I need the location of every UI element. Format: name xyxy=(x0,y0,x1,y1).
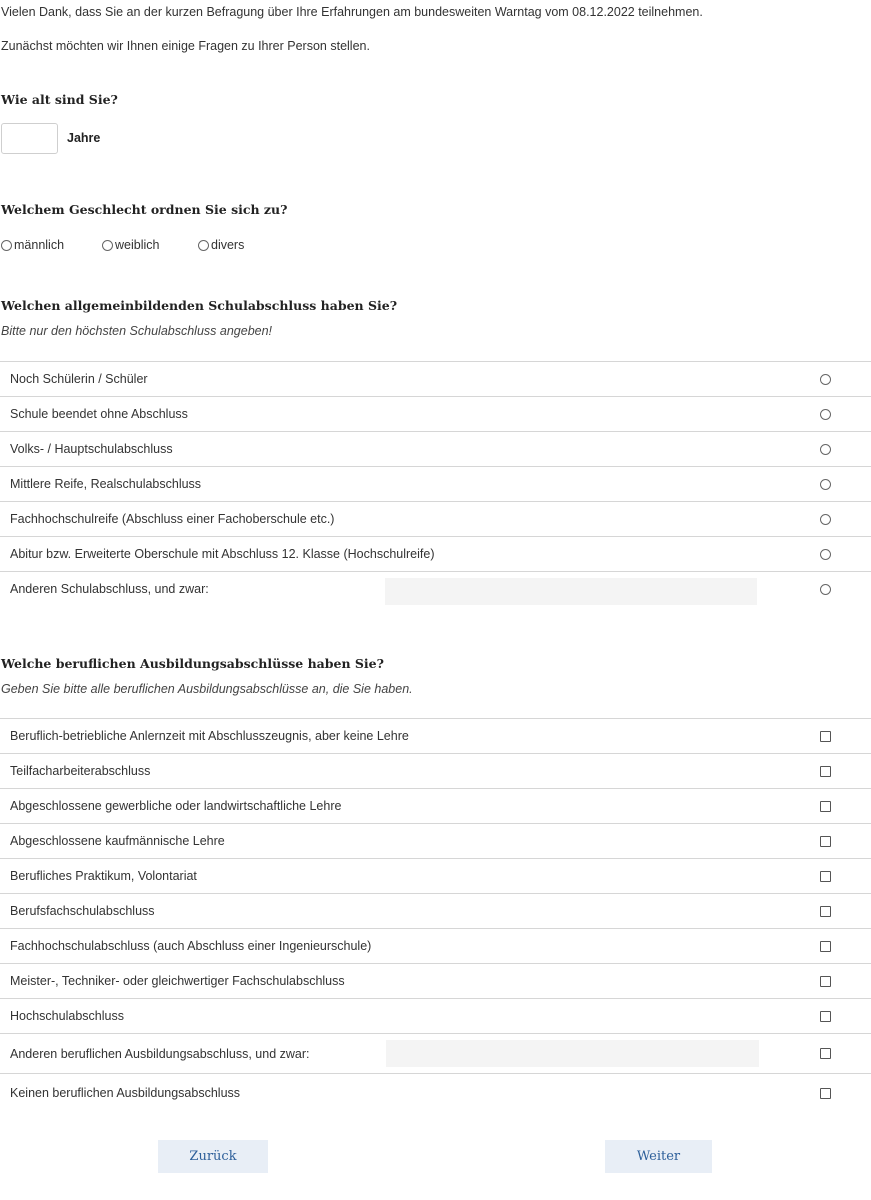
age-input[interactable] xyxy=(1,123,58,154)
option-label: Schule beendet ohne Abschluss xyxy=(10,407,188,421)
radio-icon[interactable] xyxy=(820,409,831,420)
school-question: Welchen allgemeinbildenden Schulabschluss haben Sie? xyxy=(1,298,398,313)
table-row[interactable] xyxy=(0,501,871,536)
table-row[interactable] xyxy=(0,928,871,963)
next-button[interactable]: Weiter xyxy=(605,1140,712,1173)
option-label: Abitur bzw. Erweiterte Oberschule mit Abschluss 12. Klasse (Hochschulreife) xyxy=(10,547,435,561)
school-hint: Bitte nur den höchsten Schulabschluss angeben! xyxy=(1,324,273,338)
school-options-table xyxy=(0,361,871,606)
checkbox-icon[interactable] xyxy=(820,976,831,987)
option-label: Keinen beruflichen Ausbildungsabschluss xyxy=(10,1086,241,1100)
table-row[interactable] xyxy=(0,963,871,998)
radio-icon[interactable] xyxy=(820,584,831,595)
checkbox-icon[interactable] xyxy=(820,731,831,742)
table-row[interactable] xyxy=(0,753,871,788)
option-label: Berufsfachschulabschluss xyxy=(10,904,155,918)
radio-icon[interactable] xyxy=(820,479,831,490)
radio-icon[interactable] xyxy=(820,549,831,560)
intro-text: Vielen Dank, dass Sie an der kurzen Befragung über Ihre Erfahrungen am bundesweiten Warntag vom 08.12.2022 teilnehmen. xyxy=(1,5,703,19)
option-label: Abgeschlossene kaufmännische Lehre xyxy=(10,834,225,848)
gender-option-divers[interactable] xyxy=(198,238,244,252)
vocational-question: Welche beruflichen Ausbildungsabschlüsse haben Sie? xyxy=(1,656,384,671)
gender-option-maennlich[interactable] xyxy=(1,238,64,252)
table-row[interactable] xyxy=(0,1033,871,1073)
checkbox-icon[interactable] xyxy=(820,941,831,952)
option-label: Hochschulabschluss xyxy=(10,1009,124,1023)
checkbox-icon[interactable] xyxy=(820,1088,831,1099)
table-row[interactable] xyxy=(0,571,871,606)
table-row[interactable] xyxy=(0,396,871,431)
table-row[interactable] xyxy=(0,466,871,501)
other-vocational-input[interactable] xyxy=(386,1040,759,1067)
option-label: Teilfacharbeiterabschluss xyxy=(10,764,151,778)
table-row[interactable] xyxy=(0,431,871,466)
age-question: Wie alt sind Sie? xyxy=(1,92,118,107)
vocational-hint: Geben Sie bitte alle beruflichen Ausbildungsabschlüsse an, die Sie haben. xyxy=(1,682,413,696)
checkbox-icon[interactable] xyxy=(820,871,831,882)
gender-option-label: divers xyxy=(211,238,245,252)
table-row[interactable] xyxy=(0,361,871,396)
checkbox-icon[interactable] xyxy=(820,766,831,777)
table-row[interactable] xyxy=(0,788,871,823)
radio-icon[interactable] xyxy=(820,514,831,525)
gender-question: Welchem Geschlecht ordnen Sie sich zu? xyxy=(1,202,288,217)
option-label: Fachhochschulabschluss (auch Abschluss einer Ingenieurschule) xyxy=(10,939,372,953)
table-row[interactable] xyxy=(0,718,871,753)
gender-option-weiblich[interactable] xyxy=(102,238,159,252)
table-row[interactable] xyxy=(0,998,871,1033)
radio-icon[interactable] xyxy=(1,240,12,251)
table-row[interactable] xyxy=(0,823,871,858)
table-row[interactable] xyxy=(0,1073,871,1112)
option-label: Berufliches Praktikum, Volontariat xyxy=(10,869,197,883)
option-label: Abgeschlossene gewerbliche oder landwirtschaftliche Lehre xyxy=(10,799,342,813)
option-label: Fachhochschulreife (Abschluss einer Fachoberschule etc.) xyxy=(10,512,335,526)
gender-option-label: männlich xyxy=(14,238,65,252)
option-label: Anderen beruflichen Ausbildungsabschluss, und zwar: xyxy=(10,1046,310,1061)
option-label: Volks- / Hauptschulabschluss xyxy=(10,442,173,456)
other-school-input[interactable] xyxy=(385,578,757,605)
checkbox-icon[interactable] xyxy=(820,1011,831,1022)
table-row[interactable] xyxy=(0,893,871,928)
intro-subtext: Zunächst möchten wir Ihnen einige Fragen zu Ihrer Person stellen. xyxy=(1,39,370,53)
checkbox-icon[interactable] xyxy=(820,1048,831,1059)
radio-icon[interactable] xyxy=(820,444,831,455)
option-label: Noch Schülerin / Schüler xyxy=(10,372,148,386)
radio-icon[interactable] xyxy=(820,374,831,385)
gender-option-label: weiblich xyxy=(115,238,160,252)
radio-icon[interactable] xyxy=(102,240,113,251)
option-label: Meister-, Techniker- oder gleichwertiger Fachschulabschluss xyxy=(10,974,345,988)
age-unit-label: Jahre xyxy=(67,131,101,145)
checkbox-icon[interactable] xyxy=(820,906,831,917)
radio-icon[interactable] xyxy=(198,240,209,251)
checkbox-icon[interactable] xyxy=(820,801,831,812)
back-button[interactable]: Zurück xyxy=(158,1140,268,1173)
option-label: Beruflich-betriebliche Anlernzeit mit Abschlusszeugnis, aber keine Lehre xyxy=(10,729,409,743)
option-label: Anderen Schulabschluss, und zwar: xyxy=(10,582,209,596)
vocational-options-table xyxy=(0,718,871,1112)
checkbox-icon[interactable] xyxy=(820,836,831,847)
table-row[interactable] xyxy=(0,536,871,571)
option-label: Mittlere Reife, Realschulabschluss xyxy=(10,477,202,491)
table-row[interactable] xyxy=(0,858,871,893)
